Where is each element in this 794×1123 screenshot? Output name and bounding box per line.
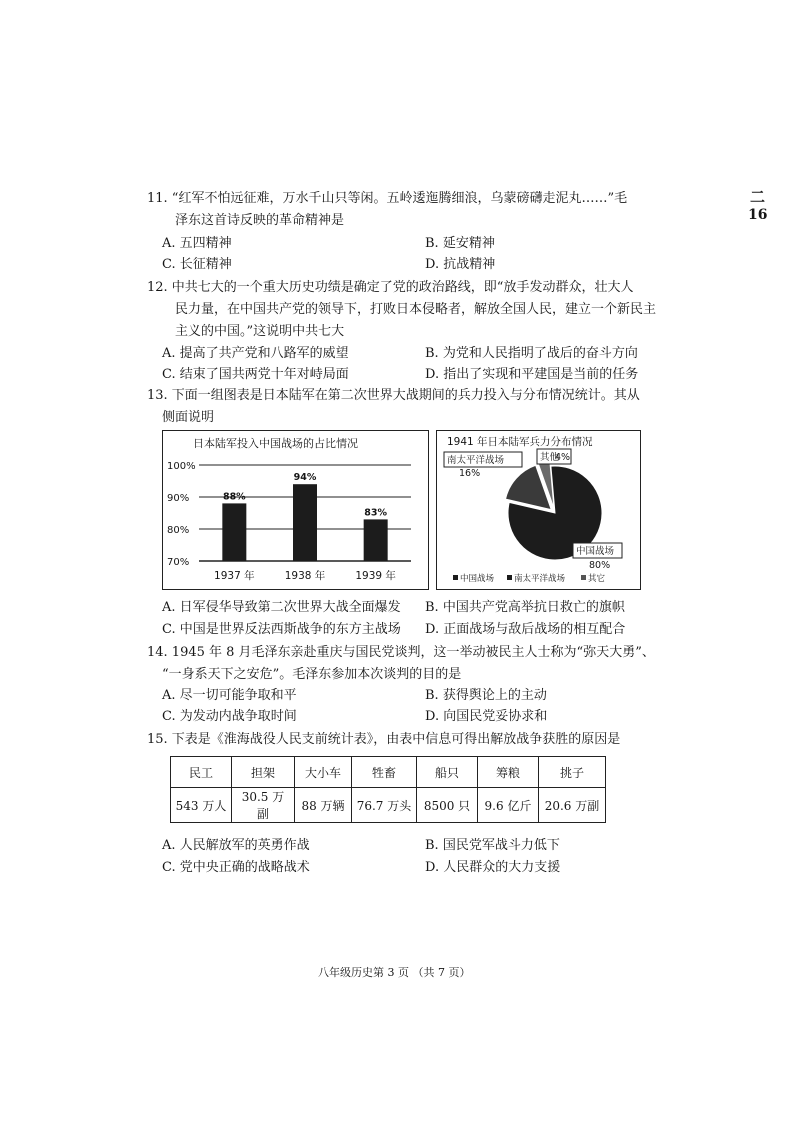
legend-swatch-other bbox=[581, 575, 586, 580]
q14-option-a: A. 尽一切可能争取和平 bbox=[162, 688, 297, 703]
pie-chart-panel bbox=[436, 430, 641, 590]
q13-option-a: A. 日军侵华导致第二次世界大战全面爆发 bbox=[162, 600, 401, 615]
pie-label-south-pacific: 南太平洋战场 bbox=[447, 455, 505, 466]
q11-line-2: 泽东这首诗反映的革命精神是 bbox=[175, 213, 345, 228]
q12-option-c: C. 结束了国共两党十年对峙局面 bbox=[162, 367, 349, 382]
bar-chart-y-tick-label: 80% bbox=[167, 525, 190, 536]
edge-number: 16 bbox=[748, 207, 768, 223]
q13-option-b: B. 中国共产党高举抗日救亡的旗帜 bbox=[425, 600, 625, 615]
bar-chart-value-label: 88% bbox=[222, 491, 246, 503]
table-header-cell: 船只 bbox=[417, 757, 478, 788]
bar-chart-y-ticks bbox=[167, 461, 196, 568]
edge-char: 二 bbox=[750, 188, 766, 206]
table-header-cell: 筹粮 bbox=[478, 757, 539, 788]
table-header-cell: 民工 bbox=[171, 757, 232, 788]
bar-chart-y-tick-label: 90% bbox=[167, 493, 190, 504]
table-cell: 543 万人 bbox=[171, 788, 232, 823]
pie-value-other: 4% bbox=[555, 452, 571, 463]
table-header-cell: 大小车 bbox=[295, 757, 352, 788]
page-footer: 八年级历史第 3 页 （共 7 页） bbox=[318, 966, 471, 979]
bar-chart bbox=[163, 431, 428, 589]
bar-chart-y-tick-label: 70% bbox=[167, 557, 190, 568]
table-cell: 76.7 万头 bbox=[352, 788, 417, 823]
table-cell: 9.6 亿斤 bbox=[478, 788, 539, 823]
pie-chart-title: 1941 年日本陆军兵力分布情况 bbox=[447, 436, 593, 448]
bar-chart-bar bbox=[364, 519, 388, 561]
q15-option-c: C. 党中央正确的战略战术 bbox=[162, 860, 310, 875]
legend-china: 中国战场 bbox=[460, 574, 495, 584]
q12-line-1: 12. 中共七大的一个重大历史功绩是确定了党的政治路线，即“放手发动群众，壮大人 bbox=[147, 280, 634, 295]
q12-line-3: 主义的中国。”这说明中共七大 bbox=[175, 324, 345, 339]
q14-option-c: C. 为发动内战争取时间 bbox=[162, 709, 297, 724]
bar-chart-y-tick-label: 100% bbox=[167, 461, 196, 472]
q15-option-d: D. 人民群众的大力支援 bbox=[425, 860, 561, 875]
q13-option-d: D. 正面战场与敌后战场的相互配合 bbox=[425, 622, 626, 637]
bar-chart-value-label: 94% bbox=[293, 472, 317, 484]
support-stats-table-wrap bbox=[170, 756, 606, 823]
table-cell: 8500 只 bbox=[417, 788, 478, 823]
table-row bbox=[171, 788, 606, 823]
pie-value-china: 80% bbox=[589, 560, 611, 571]
legend-swatch-china bbox=[453, 575, 458, 580]
q13-line-1: 13. 下面一组图表是日本陆军在第二次世界大战期间的兵力投入与分布情况统计。其从 bbox=[147, 388, 640, 403]
bar-chart-x-tick-label: 1937 年 bbox=[214, 570, 255, 582]
q14-option-d: D. 向国民党妥协求和 bbox=[425, 709, 548, 724]
pie-label-other: 其他 bbox=[540, 452, 560, 463]
q11-line-1: 11. “红军不怕远征难，万水千山只等闲。五岭逶迤腾细浪，乌蒙磅礴走泥丸……”毛 bbox=[147, 191, 628, 206]
bar-chart-value-label: 83% bbox=[364, 507, 388, 519]
support-stats-table bbox=[170, 756, 606, 823]
bar-chart-x-tick-label: 1938 年 bbox=[284, 570, 326, 582]
bar-chart-panel bbox=[162, 430, 429, 590]
bar-chart-bar bbox=[293, 484, 317, 561]
table-header-cell: 牲畜 bbox=[352, 757, 417, 788]
q15-line-1: 15. 下表是《淮海战役人民支前统计表》，由表中信息可得出解放战争获胜的原因是 bbox=[147, 732, 621, 747]
q14-line-1: 14. 1945 年 8 月毛泽东亲赴重庆与国民党谈判，这一举动被民主人士称为“弥天大勇”、 bbox=[147, 645, 655, 660]
table-cell: 30.5 万副 bbox=[232, 788, 295, 823]
q15-option-a: A. 人民解放军的英勇作战 bbox=[162, 838, 310, 853]
q12-line-2: 民力量，在中国共产党的领导下，打败日本侵略者，解放全国人民，建立一个新民主 bbox=[175, 302, 657, 317]
q11-option-c: C. 长征精神 bbox=[162, 257, 232, 272]
legend-swatch-south-pacific bbox=[507, 575, 512, 580]
table-header-row bbox=[171, 757, 606, 788]
bar-chart-x-ticks bbox=[214, 569, 396, 582]
q11-option-d: D. 抗战精神 bbox=[425, 257, 496, 272]
pie-chart bbox=[437, 431, 640, 589]
q13-option-c: C. 中国是世界反法西斯战争的东方主战场 bbox=[162, 622, 401, 637]
pie-value-south-pacific: 16% bbox=[459, 468, 481, 479]
legend-other: 其它 bbox=[588, 574, 606, 584]
q11-option-a: A. 五四精神 bbox=[162, 236, 232, 251]
q13-line-2: 侧面说明 bbox=[162, 410, 215, 425]
bar-chart-bars bbox=[222, 484, 387, 561]
table-cell: 20.6 万副 bbox=[539, 788, 606, 823]
q15-option-b: B. 国民党军战斗力低下 bbox=[425, 838, 560, 853]
bar-chart-bar bbox=[222, 503, 246, 561]
bar-chart-x-tick-label: 1939 年 bbox=[355, 570, 396, 582]
table-header-cell: 担架 bbox=[232, 757, 295, 788]
bar-chart-title: 日本陆军投入中国战场的占比情况 bbox=[193, 437, 358, 450]
q14-line-2: “一身系天下之安危”。毛泽东参加本次谈判的目的是 bbox=[162, 667, 462, 682]
table-cell: 88 万辆 bbox=[295, 788, 352, 823]
q11-option-b: B. 延安精神 bbox=[425, 236, 495, 251]
q12-option-a: A. 提高了共产党和八路军的威望 bbox=[162, 346, 349, 361]
pie-label-china: 中国战场 bbox=[576, 546, 615, 557]
legend-south-pacific: 南太平洋战场 bbox=[514, 574, 566, 584]
table-header-cell: 挑子 bbox=[539, 757, 606, 788]
q12-option-b: B. 为党和人民指明了战后的奋斗方向 bbox=[425, 346, 638, 361]
q14-option-b: B. 获得舆论上的主动 bbox=[425, 688, 547, 703]
q12-option-d: D. 指出了实现和平建国是当前的任务 bbox=[425, 367, 639, 382]
